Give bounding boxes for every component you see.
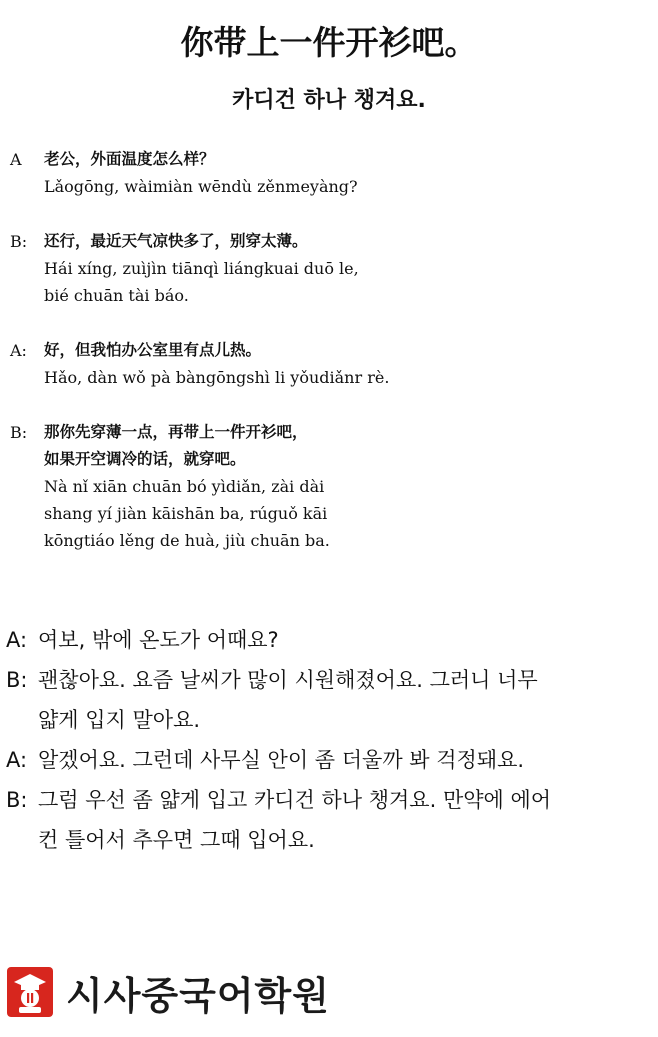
speaker-label: A:	[6, 628, 28, 652]
speaker-label: B:	[6, 788, 28, 812]
chinese-line: 那你先穿薄一点，再带上一件开衫吧，	[44, 423, 308, 441]
speaker-label: A	[10, 150, 22, 169]
pinyin-line: Nà nǐ xiān chuān bó yìdiǎn, zài dài	[44, 477, 325, 496]
korean-line: 여보, 밖에 온도가 어때요?	[38, 628, 279, 652]
logo	[6, 964, 330, 1020]
chinese-line: 好，但我怕办公室里有点儿热。	[44, 341, 262, 359]
chinese-dialogue	[0, 146, 658, 582]
speaker-label: B:	[10, 423, 28, 442]
speaker-label: B:	[6, 668, 28, 692]
dialogue-turn	[0, 146, 658, 200]
chinese-line: 还行，最近天气凉快多了，别穿太薄。	[44, 232, 308, 250]
pinyin-line: bié chuān tài báo.	[44, 286, 189, 305]
pinyin-line: kōngtiáo lěng de huà, jiù chuān ba.	[44, 531, 330, 550]
pinyin-line: Hǎo, dàn wǒ pà bàngōngshì li yǒudiǎnr rè.	[44, 368, 390, 387]
korean-line: 괜찮아요. 요즘 날씨가 많이 시원해졌어요. 그러니 너무	[38, 668, 538, 692]
dialogue-turn	[0, 337, 658, 391]
korean-line: 그럼 우선 좀 얇게 입고 카디건 하나 챙겨요. 만약에 에어	[38, 788, 552, 812]
scholar-emblem-icon	[6, 966, 54, 1018]
korean-line: 알겠어요. 그런데 사무실 안이 좀 더울까 봐 걱정돼요.	[38, 748, 525, 772]
title-korean: 카디건 하나 챙겨요.	[232, 88, 426, 113]
speaker-label: A:	[10, 341, 27, 360]
pinyin-line: Hái xíng, zuìjìn tiānqì liángkuai duō le,	[44, 259, 359, 278]
chinese-line: 老公，外面温度怎么样？	[44, 150, 215, 168]
pinyin-line: Lǎogōng, wàimiàn wēndù zěnmeyàng?	[44, 177, 358, 196]
dialogue-turn	[0, 228, 658, 309]
speaker-label: A:	[6, 748, 28, 772]
title-chinese: 你带上一件开衫吧。	[180, 23, 478, 62]
korean-turn	[0, 660, 658, 740]
speaker-label: B:	[10, 232, 28, 251]
korean-translation	[0, 620, 658, 860]
chinese-line: 如果开空调冷的话，就穿吧。	[44, 450, 246, 468]
korean-turn	[0, 740, 658, 780]
korean-turn	[0, 620, 658, 660]
korean-line: 컨 틀어서 추우면 그때 입어요.	[38, 828, 315, 852]
dialogue-turn	[0, 419, 658, 554]
logo-text: 시사중국어학원	[66, 973, 330, 1018]
pinyin-line: shang yí jiàn kāishān ba, rúguǒ kāi	[44, 504, 328, 523]
korean-turn	[0, 780, 658, 860]
korean-line: 얇게 입지 말아요.	[38, 708, 201, 732]
